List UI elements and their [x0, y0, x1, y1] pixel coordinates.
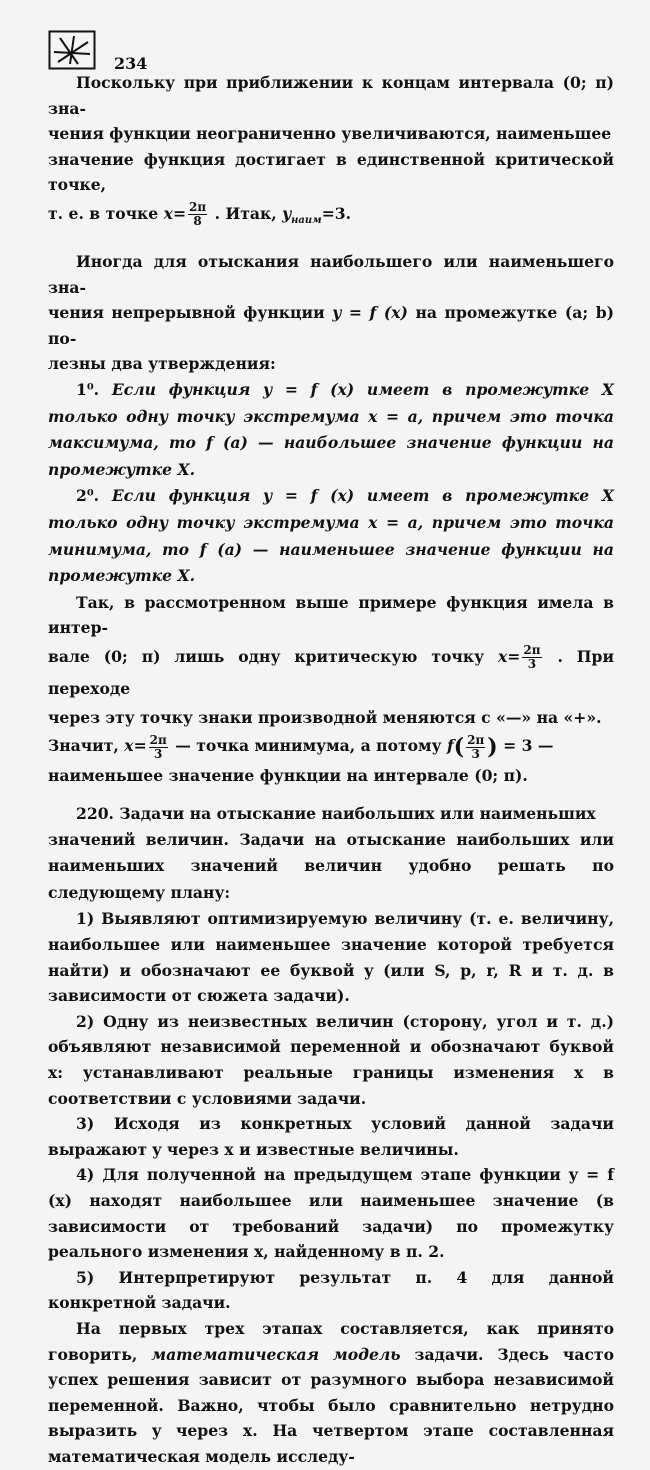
- frac-num: 2π: [189, 200, 207, 215]
- p3-line5: наименьшее значение функции на интервале (0; π).: [48, 766, 528, 786]
- frac-den: 3: [527, 657, 537, 672]
- p3-text-a: вале (0; π) лишь одну критическую точку: [48, 646, 498, 666]
- equals: =: [507, 646, 521, 666]
- section-220-intro: [48, 827, 614, 907]
- page: [48, 30, 614, 1470]
- page-number: 234: [114, 54, 148, 73]
- p1-text-c: =3.: [321, 203, 352, 223]
- p3-text-e: = 3 —: [497, 736, 554, 756]
- var-x: x: [163, 203, 173, 223]
- p1-text-b: . Итак,: [209, 203, 283, 223]
- p3-text-b: . При переходе: [48, 646, 615, 698]
- step-5: 5) Интерпретируют результат п. 4 для данной конкретной задачи.: [48, 1267, 614, 1313]
- function-f: f: [447, 736, 454, 756]
- fraction-2pi-3: [522, 644, 541, 671]
- p1-line1: Поскольку при приближении к концам интервала (0; π) зна-: [48, 73, 614, 118]
- page-header: [48, 30, 614, 73]
- statement-1-text: Если функция y = f (x) имеет в промежутке X только одну точку экстремума x = a, причем это точка максимума, то f (a) — наибольшее значение функции на промежутке X.: [48, 379, 614, 479]
- var-x: x: [124, 736, 134, 756]
- section-220-title-end: значений величин.: [48, 829, 229, 849]
- subscript-naim: наим: [291, 214, 322, 226]
- function-notation: y = f (x): [332, 303, 408, 323]
- section-220-text: Задачи на отыскание наибольших или наименьших значений величин удобно решать по следующему плану:: [48, 829, 614, 902]
- fraction-2pi-3-arg: [466, 734, 485, 761]
- step-3: 3) Исходя из конкретных условий данной задачи выражают y через x и известные величины.: [48, 1114, 614, 1159]
- paragraph-example: [48, 590, 614, 789]
- p3-line1: Так, в рассмотренном выше примере функция имела в интер-: [48, 592, 614, 638]
- p2-text-a: чения непрерывной функции: [48, 303, 333, 323]
- p1-line4: [48, 198, 614, 237]
- statement-1: [48, 377, 614, 483]
- fraction-2pi-3: [149, 734, 168, 761]
- statement-1-number: 1⁰.: [76, 379, 100, 399]
- frac-den: 3: [471, 746, 480, 761]
- statement-2: [48, 483, 614, 589]
- section-220-title-line: 220. Задачи на отыскание наибольших или наименьших: [76, 804, 596, 824]
- var-x: x: [498, 646, 508, 666]
- statement-2-number: 2⁰.: [76, 486, 100, 506]
- p1-line3: значение функция достигает в единственной критической точке,: [48, 149, 614, 195]
- statement-2-text: Если функция y = f (x) имеет в промежутке X только одну точку экстремума x = a, причем это точка минимума, то f (a) — наименьшее значение функции на промежутке X.: [48, 486, 614, 586]
- step-2: 2) Одну из неизвестных величин (сторону, угол и т. д.) объявляют независимой переменной и обозначают буквой x: устанавливают реальные границы изменения x в соответствии с условиями задачи.: [48, 1011, 614, 1108]
- p2-line2: [48, 300, 614, 351]
- frac-den: 3: [154, 746, 163, 761]
- p3-text-d: — точка минимума, а потому: [169, 736, 447, 756]
- paragraph-statements-intro: [48, 249, 614, 590]
- p2-line1: Иногда для отыскания наибольшего или наименьшего зна-: [48, 251, 614, 297]
- equals: =: [172, 203, 187, 223]
- lines-symbol-icon: [48, 30, 96, 70]
- frac-den: 8: [193, 214, 202, 229]
- p2-text-b: на промежутке (a; b) по-: [48, 303, 614, 348]
- final-text-b: задачи. Здесь часто успех решения зависит от разумного выбора независимой переменной. Важно, чтобы было сравнительно нетрудно выразить y через x. На четвертом этапе составленная математическая модель исследу-: [48, 1344, 614, 1466]
- p1-text-a: т. е. в точке: [48, 203, 164, 223]
- var-y: y: [282, 203, 292, 223]
- frac-num: 2π: [467, 732, 485, 747]
- p3-line4: Значит, x= $\frac{2\pi}{3}$ — точка минимума, а потому f( $\frac{2\pi}{3}$ ) = 3 —: [48, 732, 554, 761]
- final-paragraph: [48, 1316, 614, 1470]
- p2-line3: лезны два утверждения:: [48, 354, 276, 374]
- p3-text-c: Значит,: [48, 736, 125, 756]
- p3-line3: через эту точку знаки производной меняются с «—» на «+».: [48, 707, 602, 727]
- equals: =: [133, 736, 147, 756]
- fraction-2pi-8: [188, 201, 207, 228]
- math-model-term: математическая модель: [151, 1344, 401, 1364]
- section-220: [48, 801, 614, 1469]
- final-text-a: На первых трех этапах составляется, как принято говорить,: [48, 1318, 614, 1364]
- step-4: 4) Для полученной на предыдущем этапе функции y = f (x) находят наибольшее или наименьшее значение (в зависимости от требований задачи) по промежутку реального изменения x, найденному в п. 2.: [48, 1165, 614, 1262]
- frac-num: 2π: [149, 732, 167, 747]
- step-1: 1) Выявляют оптимизируемую величину (т. е. величину, наибольшее или наименьшее значение которой требуется найти) и обозначают ее буквой y (или S, p, r, R и т. д. в зависимости от сюжета задачи).: [48, 909, 614, 1006]
- frac-num: 2π: [523, 643, 541, 658]
- paragraph-intro: [48, 70, 614, 237]
- p1-line2: чения функции неограниченно увеличиваются, наименьшее: [48, 124, 612, 144]
- p3-line2: [48, 641, 614, 705]
